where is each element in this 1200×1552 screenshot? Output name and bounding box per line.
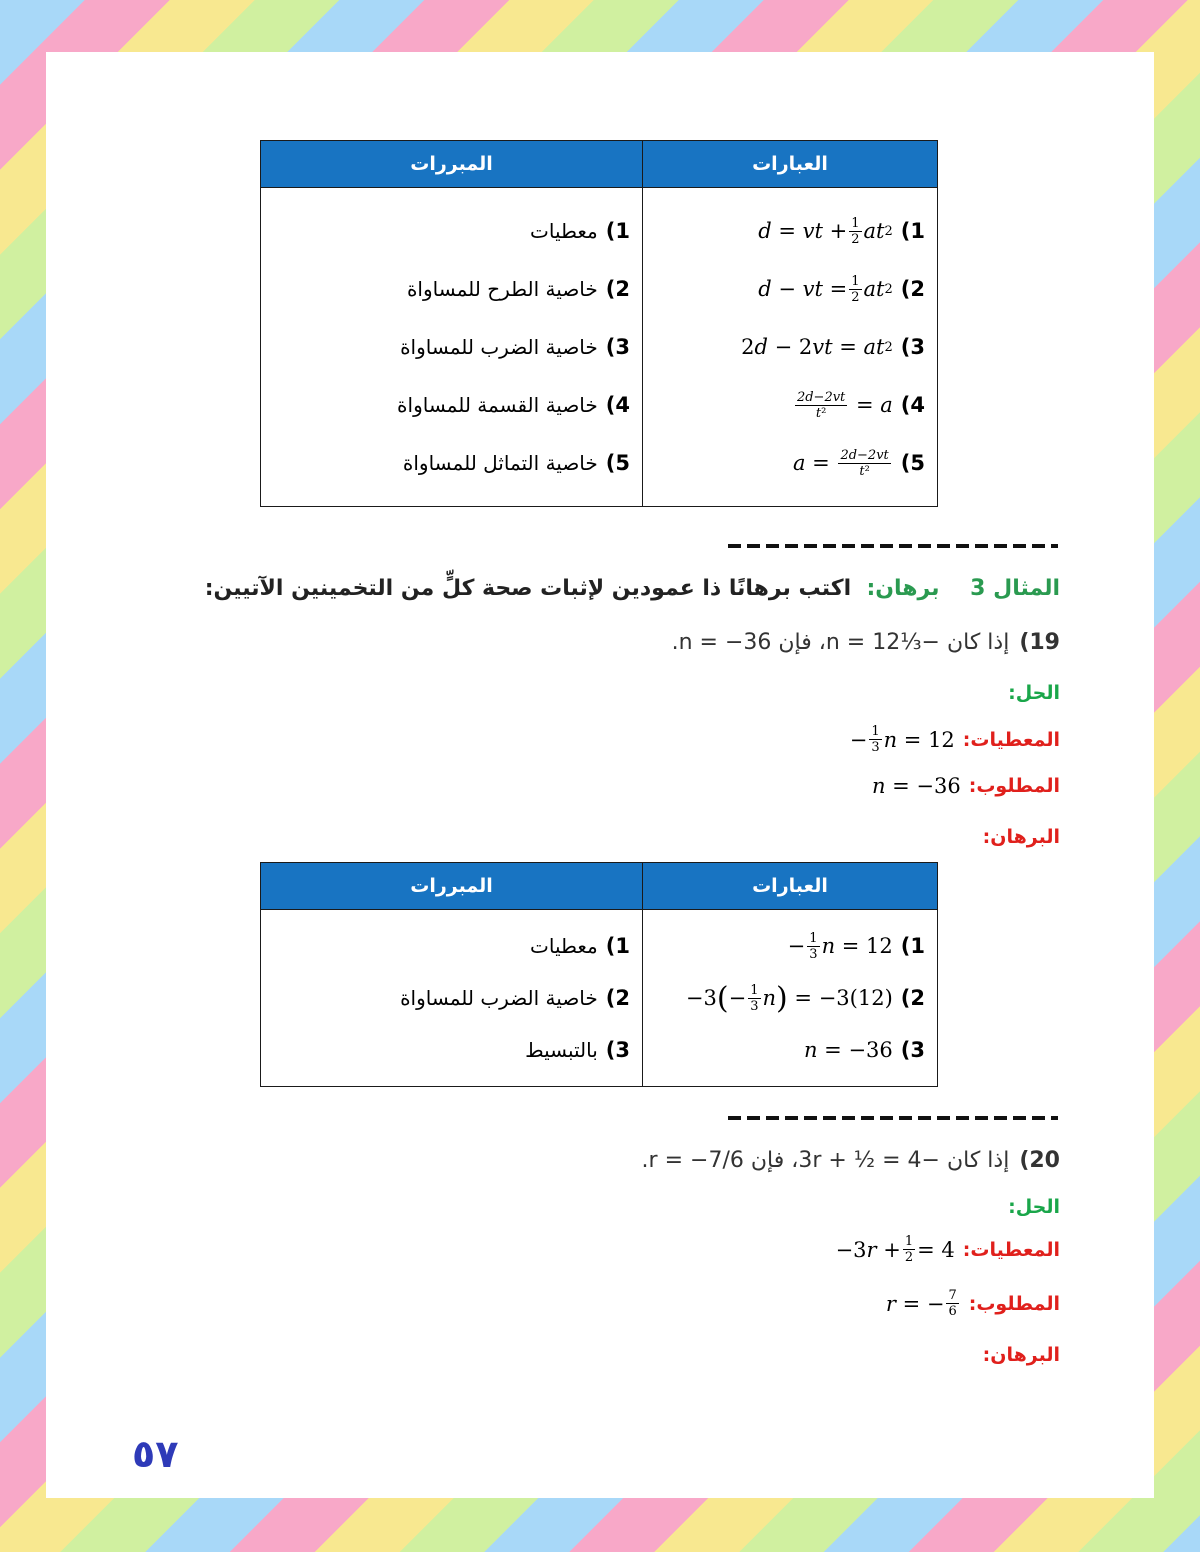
required-20-math: r = − $\frac{7}{6}$: [885, 1288, 957, 1319]
given-19-math: − $\frac{1}{3}$ n = 12: [849, 724, 955, 755]
question-19: 19) إذا كان −⅓n = 12، فإن n = −36.: [671, 630, 1060, 655]
statements-column: [643, 188, 938, 507]
statements-column: [643, 910, 938, 1087]
statement-1: d = vt + $\frac{1}{2}$ at 2: [758, 215, 893, 247]
given-20-math: −3 r + $\frac{1}{2}$ = 4: [835, 1234, 955, 1265]
statement-4: $\frac{2d-2vt}{\text{t²}}$ = a: [796, 389, 893, 421]
statement-3: 2 d − 2 vt = at 2: [741, 335, 893, 359]
statement-row: 5) a = $\frac{2d-2vt}{\text{t²}}$: [792, 447, 925, 479]
proof-label-20: البرهان:: [982, 1344, 1060, 1366]
solution-label-20: الحل:: [1008, 1196, 1060, 1218]
reason-row: 2) خاصية الطرح للمساواة: [406, 277, 630, 301]
statement-row: 1) − $\frac{1}{3}$ n = 12: [787, 930, 925, 962]
statement-row: 1) d = vt + $\frac{1}{2}$ at 2: [758, 215, 925, 247]
proof-table-1: [260, 140, 938, 507]
example-heading: المثال 3 برهان: اكتب برهانًا ذا عمودين لإثبات صحة كلٍّ من التخمينين الآتيين:: [204, 576, 1060, 601]
statement-row: 2) −3 ( − $\frac{1}{3}$ n ) = −3(12): [685, 980, 925, 1016]
reasons-header: المبررات: [261, 863, 643, 910]
reason-row: 5) خاصية التماثل للمساواة: [402, 451, 630, 475]
proof-table-2: [260, 862, 938, 1087]
statement-row: 4) $\frac{2d-2vt}{\text{t²}}$ = a: [655, 376, 925, 434]
statement-3: n = −36: [803, 1038, 893, 1062]
question-20: 20) إذا كان −3r + ½ = 4، فإن r = −7/6.: [641, 1148, 1060, 1173]
page-number: ٥٧: [132, 1432, 179, 1476]
reason-row: 3) بالتبسيط: [525, 1038, 630, 1062]
reason-row: 2) خاصية الضرب للمساواة: [400, 986, 630, 1010]
statements-header: العبارات: [643, 863, 938, 910]
statement-1: − $\frac{1}{3}$ n = 12: [787, 930, 893, 962]
proof-label-19: البرهان:: [982, 826, 1060, 848]
statement-row: 2) d − vt = $\frac{1}{2}$ at 2: [758, 273, 925, 305]
statement-5: a = $\frac{2d-2vt}{\text{t²}}$: [792, 447, 889, 479]
statement-2: −3 ( − $\frac{1}{3}$ n ) = −3(12): [685, 980, 893, 1016]
reason-row: 4) خاصية القسمة للمساواة: [397, 393, 630, 417]
dashed-divider: [728, 544, 1058, 548]
required-19: المطلوب: n = −36: [871, 774, 1060, 798]
page: [46, 52, 1154, 1498]
statement-2: d − vt = $\frac{1}{2}$ at 2: [758, 273, 893, 305]
required-20: المطلوب: r = − $\frac{7}{6}$: [885, 1288, 1060, 1319]
statements-header: العبارات: [643, 141, 938, 188]
given-20: المعطيات: −3 r + $\frac{1}{2}$ = 4: [835, 1234, 1060, 1265]
solution-label-19: الحل:: [1008, 682, 1060, 704]
reasons-column: [261, 910, 643, 1087]
reasons-column: [261, 188, 643, 507]
required-19-math: n = −36: [871, 774, 961, 798]
statement-row: 3) n = −36: [803, 1038, 925, 1062]
statement-row: 3) 2 d − 2 vt = at 2: [741, 335, 925, 359]
reason-row: 1) معطيات: [530, 219, 630, 243]
given-19: المعطيات: − $\frac{1}{3}$ n = 12: [849, 724, 1060, 755]
reason-row: 1) معطيات: [530, 934, 630, 958]
reason-row: 3) خاصية الضرب للمساواة: [400, 335, 630, 359]
reasons-header: المبررات: [261, 141, 643, 188]
dashed-divider: [728, 1116, 1058, 1120]
